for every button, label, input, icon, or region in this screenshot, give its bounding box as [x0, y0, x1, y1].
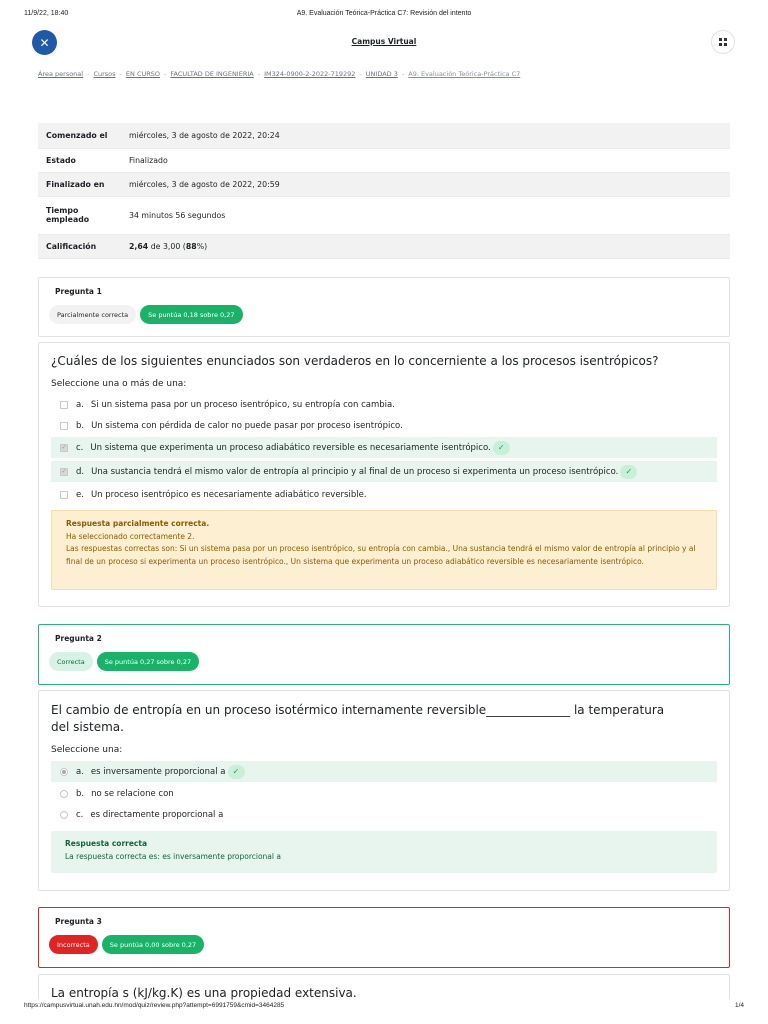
breadcrumb-item[interactable]: Cursos	[93, 70, 116, 78]
question-state-badge: Parcialmente correcta	[49, 305, 136, 324]
option-letter: a.	[76, 399, 84, 410]
print-url: https://campusvirtual.unah.edu.hn/mod/quiz/review.php?attempt=6991759&cmid=3464285	[24, 1002, 285, 1009]
print-doc-title: A9. Evaluación Teórica-Práctica C7: Revisión del intento	[296, 10, 472, 17]
answer-option-e[interactable]	[51, 484, 717, 505]
option-letter: d.	[76, 466, 85, 477]
option-text: es inversamente proporcional a	[90, 766, 226, 777]
attempt-summary-table	[38, 123, 730, 259]
option-letter: e.	[76, 489, 84, 500]
answer-option-b[interactable]	[51, 415, 717, 436]
summary-label: Comenzado el	[46, 130, 108, 140]
option-checkbox[interactable]	[60, 491, 68, 499]
answer-option-c[interactable]	[51, 437, 717, 458]
summary-label: Finalizado en	[46, 179, 105, 189]
summary-value: miércoles, 3 de agosto de 2022, 20:24	[129, 130, 280, 140]
question-3-info	[38, 907, 730, 968]
option-letter: b.	[76, 788, 85, 799]
summary-row-finished	[38, 172, 730, 196]
correct-check-icon: ✓	[228, 765, 245, 779]
question-state-badge: Correcta	[49, 652, 93, 671]
option-text: Un sistema que experimenta un proceso adiabático reversible es necesariamente isentrópico.	[90, 442, 491, 453]
correct-check-icon: ✓	[620, 465, 637, 479]
breadcrumb-item-current[interactable]: A9. Evaluación Teórica-Práctica C7	[408, 70, 521, 78]
option-radio[interactable]	[60, 790, 68, 798]
close-icon: ✕	[39, 35, 50, 50]
summary-value: 34 minutos 56 segundos	[129, 210, 226, 220]
summary-row-grade	[38, 234, 730, 258]
question-mark-badge: Se puntúa 0,27 sobre 0,27	[97, 652, 199, 671]
question-number: Pregunta 2	[55, 634, 102, 643]
answer-option-c[interactable]	[51, 804, 717, 825]
print-page-number: 1/4	[734, 1002, 744, 1009]
summary-row-time	[38, 196, 730, 234]
summary-row-started	[38, 123, 730, 148]
option-letter: c.	[76, 442, 84, 453]
question-prompt: Seleccione una o más de una:	[51, 379, 187, 389]
summary-label: Tiempo empleado	[46, 206, 90, 224]
breadcrumb-item[interactable]: UNIDAD 3	[365, 70, 398, 78]
feedback-line: Ha seleccionado correctamente 2.	[66, 531, 195, 541]
option-radio[interactable]	[60, 811, 68, 819]
summary-value: miércoles, 3 de agosto de 2022, 20:59	[129, 179, 280, 189]
breadcrumb-item[interactable]: FACULTAD DE INGENIERIA	[170, 70, 254, 78]
option-checkbox-checked[interactable]: ✓	[61, 468, 67, 475]
question-feedback	[51, 831, 717, 873]
option-letter: a.	[76, 766, 84, 777]
option-letter: b.	[76, 420, 85, 431]
feedback-title: Respuesta parcialmente correcta.	[66, 519, 210, 528]
question-text: La entropía s (kJ/kg.K) es una propiedad extensiva.	[51, 986, 357, 1000]
question-2-info	[38, 624, 730, 685]
option-text: Un sistema con pérdida de calor no puede pasar por proceso isentrópico.	[91, 420, 403, 431]
option-letter: c.	[76, 809, 84, 820]
question-mark-badge: Se puntúa 0,00 sobre 0,27	[102, 935, 204, 954]
option-checkbox-checked[interactable]: ✓	[61, 444, 67, 451]
breadcrumb-item[interactable]: Área personal	[38, 70, 84, 78]
feedback-title: Respuesta correcta	[65, 839, 148, 848]
summary-label: Calificación	[46, 241, 97, 251]
question-3-content	[38, 974, 730, 1000]
correct-check-icon: ✓	[493, 441, 510, 455]
summary-row-state	[38, 148, 730, 172]
summary-value: Finalizado	[129, 155, 168, 165]
apps-grid-icon	[719, 38, 727, 46]
question-state-badge: Incorrecta	[49, 935, 98, 954]
question-1-info	[38, 277, 730, 337]
breadcrumb-item[interactable]: IM324-0900-2-2022-719292	[264, 70, 356, 78]
option-text: Si un sistema pasa por un proceso isentrópico, su entropía con cambia.	[90, 399, 395, 410]
site-title-link[interactable]: Campus Virtual	[351, 37, 417, 46]
option-text: no se relacione con	[91, 788, 174, 799]
answer-option-b[interactable]	[51, 783, 717, 804]
question-prompt: Seleccione una:	[51, 745, 123, 755]
print-footer	[24, 1002, 744, 1014]
grade-percent: 88	[185, 241, 197, 251]
feedback-line: La respuesta correcta es: es inversamente proporcional a	[65, 851, 281, 861]
answer-option-a[interactable]	[51, 761, 717, 782]
option-text: es directamente proporcional a	[90, 809, 224, 820]
apps-grid-button[interactable]	[711, 30, 735, 54]
question-feedback	[51, 510, 717, 590]
question-text: ¿Cuáles de los siguientes enunciados son verdaderos en lo concerniente a los procesos isentrópicos?	[51, 354, 659, 368]
answer-option-d[interactable]	[51, 461, 717, 482]
grade-score: 2,64	[129, 241, 149, 251]
option-text: Una sustancia tendrá el mismo valor de entropía al principio y al final de un proceso si experimenta un proceso isentrópico.	[91, 466, 619, 477]
summary-value: 2,64 de 3,00 (88%)	[129, 241, 208, 251]
option-text: Un proceso isentrópico es necesariamente adiabático reversible.	[90, 489, 367, 500]
answer-option-a[interactable]	[51, 394, 717, 415]
question-mark-badge: Se puntúa 0,18 sobre 0,27	[140, 305, 242, 324]
question-number: Pregunta 3	[55, 917, 102, 926]
summary-label: Estado	[46, 155, 76, 165]
question-text: El cambio de entropía en un proceso isotérmico internamente reversible______________ la temperatura del sistema.	[51, 703, 665, 734]
option-checkbox[interactable]	[60, 401, 68, 409]
question-number: Pregunta 1	[55, 287, 102, 296]
print-datetime: 11/9/22, 18:40	[24, 10, 69, 17]
option-checkbox[interactable]	[60, 422, 68, 430]
question-1-content	[38, 342, 730, 607]
print-header	[24, 10, 744, 22]
breadcrumb-item[interactable]: EN CURSO	[125, 70, 160, 78]
feedback-line: Las respuestas correctas son: Si un sistema pasa por un proceso isentrópico, su entropía con cambia., Una sustancia tendrá el mismo valor de entropía al principio y al final de un proceso si experimenta un proceso isentrópico., Un sistema que experimenta un proceso adiabático reversible es necesariamente isentrópico.	[66, 544, 696, 566]
question-2-content	[38, 690, 730, 891]
breadcrumb: Área personal - Cursos - EN CURSO - FACULTAD DE INGENIERIA - IM324-0900-2-2022-719292 - UNIDAD 3 - A9. Evaluación Teórica-Práctica C7	[38, 70, 521, 78]
option-radio-checked[interactable]	[60, 768, 68, 776]
